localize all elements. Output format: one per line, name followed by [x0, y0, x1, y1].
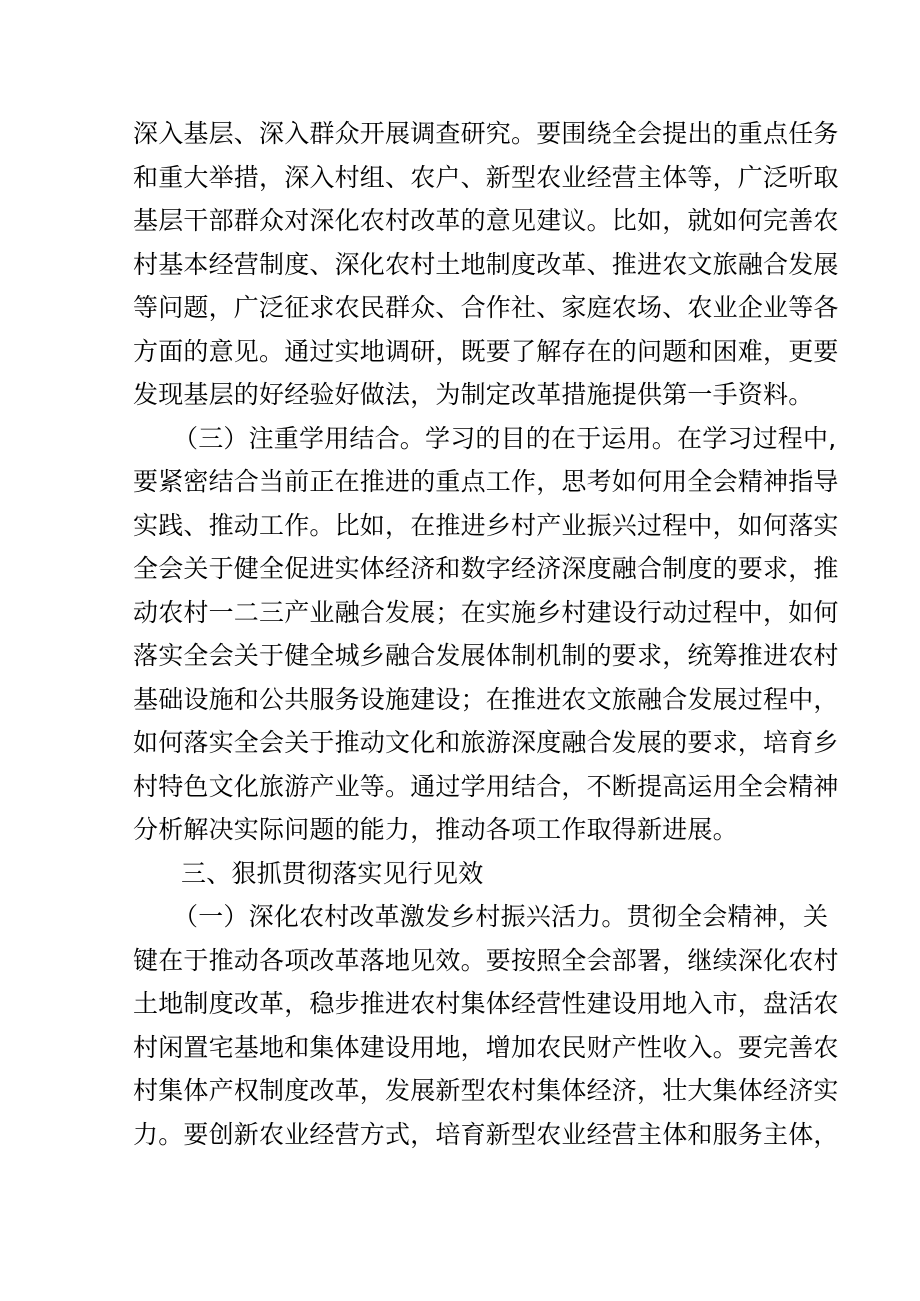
text-line: 村基本经营制度、深化农村土地制度改革、推进农文旅融合发展 [133, 249, 839, 279]
text-line: 和重大举措，深入村组、农户、新型农业经营主体等，广泛听取 [133, 162, 839, 192]
text-line: 等问题，广泛征求农民群众、合作社、家庭农场、农业企业等各 [133, 293, 839, 322]
text-line: 深入基层、深入群众开展调查研究。要围绕全会提出的重点任务 [133, 119, 839, 148]
text-line: 分析解决实际问题的能力，推动各项工作取得新进展。 [133, 815, 738, 844]
text-line: 实践、推动工作。比如，在推进乡村产业振兴过程中，如何落实 [133, 510, 839, 540]
text-line: 动农村一二三产业融合发展；在实施乡村建设行动过程中，如何 [133, 597, 839, 627]
text-line: 村集体产权制度改革，发展新型农村集体经济，壮大集体经济实 [133, 1076, 839, 1105]
text-line: 发现基层的好经验好做法，为制定改革措施提供第一手资料。 [133, 380, 814, 409]
text-line: 落实全会关于健全城乡融合发展体制机制的要求，统筹推进农村 [133, 641, 839, 670]
text-line: 基础设施和公共服务设施建设；在推进农文旅融合发展过程中， [133, 684, 839, 714]
text-line: 全会关于健全促进实体经济和数字经济深度融合制度的要求，推 [133, 554, 839, 583]
paragraph-heading-1: （一）深化农村改革激发乡村振兴活力。贯彻全会精神，关 [173, 902, 829, 931]
paragraph-heading-3: （三）注重学用结合。学习的目的在于运用。在学习过程中, [173, 423, 837, 453]
text-line: 村特色文化旅游产业等。通过学用结合，不断提高运用全会精神 [133, 771, 839, 801]
text-line: 土地制度改革，稳步推进农村集体经营性建设用地入市，盘活农 [133, 989, 839, 1018]
text-line: 村闲置宅基地和集体建设用地，增加农民财产性收入。要完善农 [133, 1032, 839, 1062]
text-line: 方面的意见。通过实地调研，既要了解存在的问题和困难，更要 [133, 336, 839, 366]
document-body [133, 112, 839, 1156]
text-line: 如何落实全会关于推动文化和旅游深度融合发展的要求，培育乡 [133, 728, 839, 757]
text-line: 要紧密结合当前正在推进的重点工作，思考如何用全会精神指导 [133, 467, 839, 496]
text-line: 力。要创新农业经营方式，培育新型农业经营主体和服务主体， [133, 1119, 839, 1149]
text-line: 键在于推动各项改革落地见效。要按照全会部署，继续深化农村 [133, 945, 839, 975]
text-line: 基层干部群众对深化农村改革的意见建议。比如，就如何完善农 [133, 206, 839, 235]
section-heading: 三、狠抓贯彻落实见行见效 [181, 858, 484, 888]
